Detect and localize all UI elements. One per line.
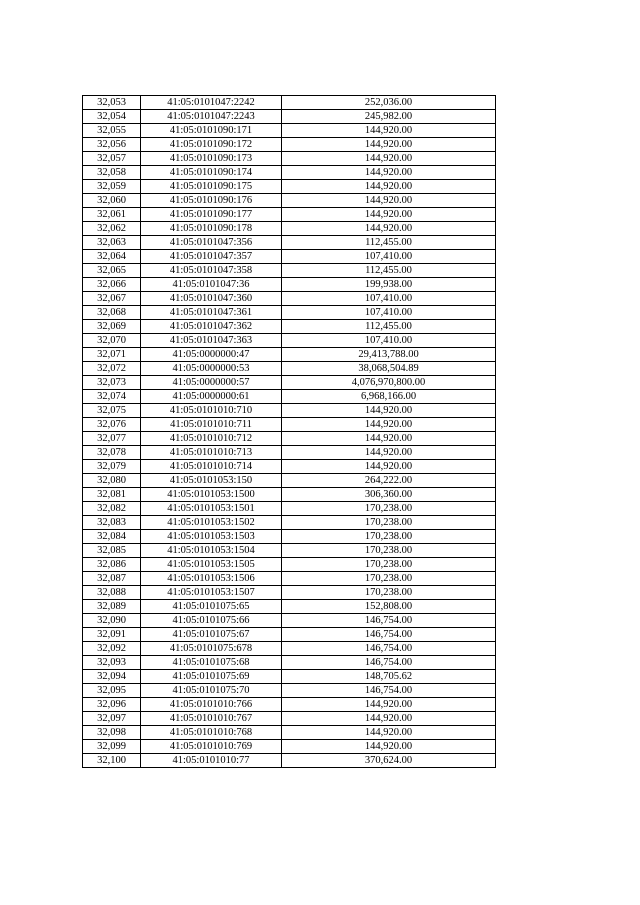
table-row [83,642,496,656]
value-cell: 170,238.00 [282,572,496,586]
cadastral-number-cell: 41:05:0101053:1502 [141,516,282,530]
value-cell: 144,920.00 [282,124,496,138]
value-cell: 144,920.00 [282,222,496,236]
cadastral-number-cell: 41:05:0101047:363 [141,334,282,348]
table-row [83,180,496,194]
value-cell: 245,982.00 [282,110,496,124]
cadastral-number-cell: 41:05:0000000:47 [141,348,282,362]
row-number-cell: 32,067 [83,292,141,306]
table-row [83,264,496,278]
row-number-cell: 32,088 [83,586,141,600]
table-row [83,390,496,404]
cadastral-number-cell: 41:05:0101053:1500 [141,488,282,502]
table-row [83,516,496,530]
value-cell: 306,360.00 [282,488,496,502]
cadastral-number-cell: 41:05:0101075:69 [141,670,282,684]
row-number-cell: 32,059 [83,180,141,194]
row-number-cell: 32,068 [83,306,141,320]
cadastral-number-cell: 41:05:0101075:70 [141,684,282,698]
value-cell: 112,455.00 [282,236,496,250]
value-cell: 107,410.00 [282,292,496,306]
row-number-cell: 32,066 [83,278,141,292]
row-number-cell: 32,078 [83,446,141,460]
cadastral-number-cell: 41:05:0101090:177 [141,208,282,222]
row-number-cell: 32,057 [83,152,141,166]
cadastral-number-cell: 41:05:0101047:362 [141,320,282,334]
row-number-cell: 32,097 [83,712,141,726]
table-row [83,376,496,390]
value-cell: 144,920.00 [282,432,496,446]
table-row [83,110,496,124]
value-cell: 170,238.00 [282,558,496,572]
table-row [83,474,496,488]
cadastral-number-cell: 41:05:0101047:358 [141,264,282,278]
table-row [83,698,496,712]
row-number-cell: 32,095 [83,684,141,698]
row-number-cell: 32,073 [83,376,141,390]
row-number-cell: 32,099 [83,740,141,754]
table-row [83,250,496,264]
table-row [83,544,496,558]
value-cell: 107,410.00 [282,334,496,348]
value-cell: 144,920.00 [282,194,496,208]
cadastral-number-cell: 41:05:0101053:1504 [141,544,282,558]
row-number-cell: 32,080 [83,474,141,488]
value-cell: 146,754.00 [282,656,496,670]
cadastral-number-cell: 41:05:0101075:67 [141,628,282,642]
row-number-cell: 32,085 [83,544,141,558]
row-number-cell: 32,082 [83,502,141,516]
row-number-cell: 32,075 [83,404,141,418]
value-cell: 144,920.00 [282,138,496,152]
value-cell: 146,754.00 [282,642,496,656]
cadastral-number-cell: 41:05:0101053:150 [141,474,282,488]
value-cell: 112,455.00 [282,320,496,334]
cadastral-number-cell: 41:05:0101090:173 [141,152,282,166]
value-cell: 146,754.00 [282,628,496,642]
value-cell: 144,920.00 [282,166,496,180]
value-cell: 144,920.00 [282,180,496,194]
cadastral-number-cell: 41:05:0101047:2242 [141,96,282,110]
cadastral-number-cell: 41:05:0101010:766 [141,698,282,712]
table-row [83,432,496,446]
value-cell: 144,920.00 [282,712,496,726]
value-cell: 144,920.00 [282,740,496,754]
cadastral-number-cell: 41:05:0101053:1505 [141,558,282,572]
cadastral-number-cell: 41:05:0101075:68 [141,656,282,670]
value-cell: 264,222.00 [282,474,496,488]
row-number-cell: 32,065 [83,264,141,278]
value-cell: 144,920.00 [282,698,496,712]
cadastral-number-cell: 41:05:0101010:767 [141,712,282,726]
table-row [83,320,496,334]
cadastral-number-cell: 41:05:0101053:1507 [141,586,282,600]
table-row [83,446,496,460]
cadastral-number-cell: 41:05:0101047:356 [141,236,282,250]
table-row [83,292,496,306]
row-number-cell: 32,064 [83,250,141,264]
cadastral-number-cell: 41:05:0101010:768 [141,726,282,740]
value-cell: 6,968,166.00 [282,390,496,404]
value-cell: 29,413,788.00 [282,348,496,362]
cadastral-number-cell: 41:05:0101047:2243 [141,110,282,124]
value-cell: 152,808.00 [282,600,496,614]
value-cell: 170,238.00 [282,530,496,544]
row-number-cell: 32,063 [83,236,141,250]
row-number-cell: 32,072 [83,362,141,376]
value-cell: 112,455.00 [282,264,496,278]
value-cell: 170,238.00 [282,516,496,530]
table-row [83,222,496,236]
row-number-cell: 32,070 [83,334,141,348]
value-cell: 144,920.00 [282,726,496,740]
table-row [83,488,496,502]
cadastral-number-cell: 41:05:0000000:53 [141,362,282,376]
table-row [83,614,496,628]
row-number-cell: 32,086 [83,558,141,572]
row-number-cell: 32,098 [83,726,141,740]
row-number-cell: 32,081 [83,488,141,502]
row-number-cell: 32,069 [83,320,141,334]
table-row [83,502,496,516]
value-cell: 107,410.00 [282,306,496,320]
table-row [83,138,496,152]
cadastral-number-cell: 41:05:0101090:174 [141,166,282,180]
row-number-cell: 32,090 [83,614,141,628]
table-row [83,684,496,698]
row-number-cell: 32,074 [83,390,141,404]
cadastral-number-cell: 41:05:0101090:175 [141,180,282,194]
row-number-cell: 32,061 [83,208,141,222]
value-cell: 144,920.00 [282,404,496,418]
table-row [83,558,496,572]
table-row [83,306,496,320]
value-cell: 144,920.00 [282,208,496,222]
value-cell: 107,410.00 [282,250,496,264]
cadastral-number-cell: 41:05:0101010:77 [141,754,282,768]
value-cell: 199,938.00 [282,278,496,292]
table-row [83,334,496,348]
row-number-cell: 32,089 [83,600,141,614]
cadastral-number-cell: 41:05:0101090:176 [141,194,282,208]
row-number-cell: 32,094 [83,670,141,684]
row-number-cell: 32,055 [83,124,141,138]
row-number-cell: 32,079 [83,460,141,474]
row-number-cell: 32,087 [83,572,141,586]
table-row [83,740,496,754]
cadastral-number-cell: 41:05:0101010:714 [141,460,282,474]
table-row [83,194,496,208]
table-row [83,656,496,670]
table-row [83,166,496,180]
table-row [83,418,496,432]
value-cell: 170,238.00 [282,502,496,516]
cadastral-number-cell: 41:05:0101075:678 [141,642,282,656]
cadastral-number-cell: 41:05:0101047:36 [141,278,282,292]
value-cell: 144,920.00 [282,152,496,166]
value-cell: 170,238.00 [282,544,496,558]
row-number-cell: 32,084 [83,530,141,544]
table-row [83,572,496,586]
row-number-cell: 32,093 [83,656,141,670]
row-number-cell: 32,096 [83,698,141,712]
row-number-cell: 32,077 [83,432,141,446]
row-number-cell: 32,056 [83,138,141,152]
table-row [83,670,496,684]
value-cell: 38,068,504.89 [282,362,496,376]
row-number-cell: 32,100 [83,754,141,768]
cadastral-number-cell: 41:05:0101010:769 [141,740,282,754]
table-row [83,278,496,292]
cadastral-number-cell: 41:05:0101053:1503 [141,530,282,544]
table-row [83,152,496,166]
row-number-cell: 32,058 [83,166,141,180]
row-number-cell: 32,083 [83,516,141,530]
row-number-cell: 32,092 [83,642,141,656]
data-table [82,95,496,768]
cadastral-number-cell: 41:05:0000000:61 [141,390,282,404]
table-body [83,96,496,768]
cadastral-number-cell: 41:05:0101010:710 [141,404,282,418]
table-row [83,754,496,768]
table-row [83,712,496,726]
cadastral-number-cell: 41:05:0101090:178 [141,222,282,236]
cadastral-number-cell: 41:05:0101010:711 [141,418,282,432]
cadastral-number-cell: 41:05:0101047:360 [141,292,282,306]
value-cell: 4,076,970,800.00 [282,376,496,390]
row-number-cell: 32,091 [83,628,141,642]
cadastral-number-cell: 41:05:0101075:66 [141,614,282,628]
table-row [83,628,496,642]
value-cell: 144,920.00 [282,460,496,474]
cadastral-number-cell: 41:05:0000000:57 [141,376,282,390]
table-row [83,726,496,740]
row-number-cell: 32,071 [83,348,141,362]
row-number-cell: 32,053 [83,96,141,110]
table-row [83,362,496,376]
table-row [83,530,496,544]
table-row [83,236,496,250]
table-row [83,600,496,614]
cadastral-number-cell: 41:05:0101053:1506 [141,572,282,586]
value-cell: 144,920.00 [282,446,496,460]
row-number-cell: 32,076 [83,418,141,432]
value-cell: 144,920.00 [282,418,496,432]
cadastral-number-cell: 41:05:0101090:172 [141,138,282,152]
cadastral-number-cell: 41:05:0101047:357 [141,250,282,264]
cadastral-number-cell: 41:05:0101010:713 [141,446,282,460]
row-number-cell: 32,060 [83,194,141,208]
cadastral-number-cell: 41:05:0101047:361 [141,306,282,320]
table-row [83,460,496,474]
row-number-cell: 32,054 [83,110,141,124]
value-cell: 370,624.00 [282,754,496,768]
table-row [83,208,496,222]
table-row [83,348,496,362]
table-row [83,124,496,138]
value-cell: 148,705.62 [282,670,496,684]
table-row [83,96,496,110]
row-number-cell: 32,062 [83,222,141,236]
cadastral-number-cell: 41:05:0101010:712 [141,432,282,446]
table-row [83,586,496,600]
value-cell: 146,754.00 [282,684,496,698]
value-cell: 170,238.00 [282,586,496,600]
cadastral-number-cell: 41:05:0101053:1501 [141,502,282,516]
value-cell: 252,036.00 [282,96,496,110]
cadastral-number-cell: 41:05:0101075:65 [141,600,282,614]
value-cell: 146,754.00 [282,614,496,628]
cadastral-number-cell: 41:05:0101090:171 [141,124,282,138]
table-row [83,404,496,418]
